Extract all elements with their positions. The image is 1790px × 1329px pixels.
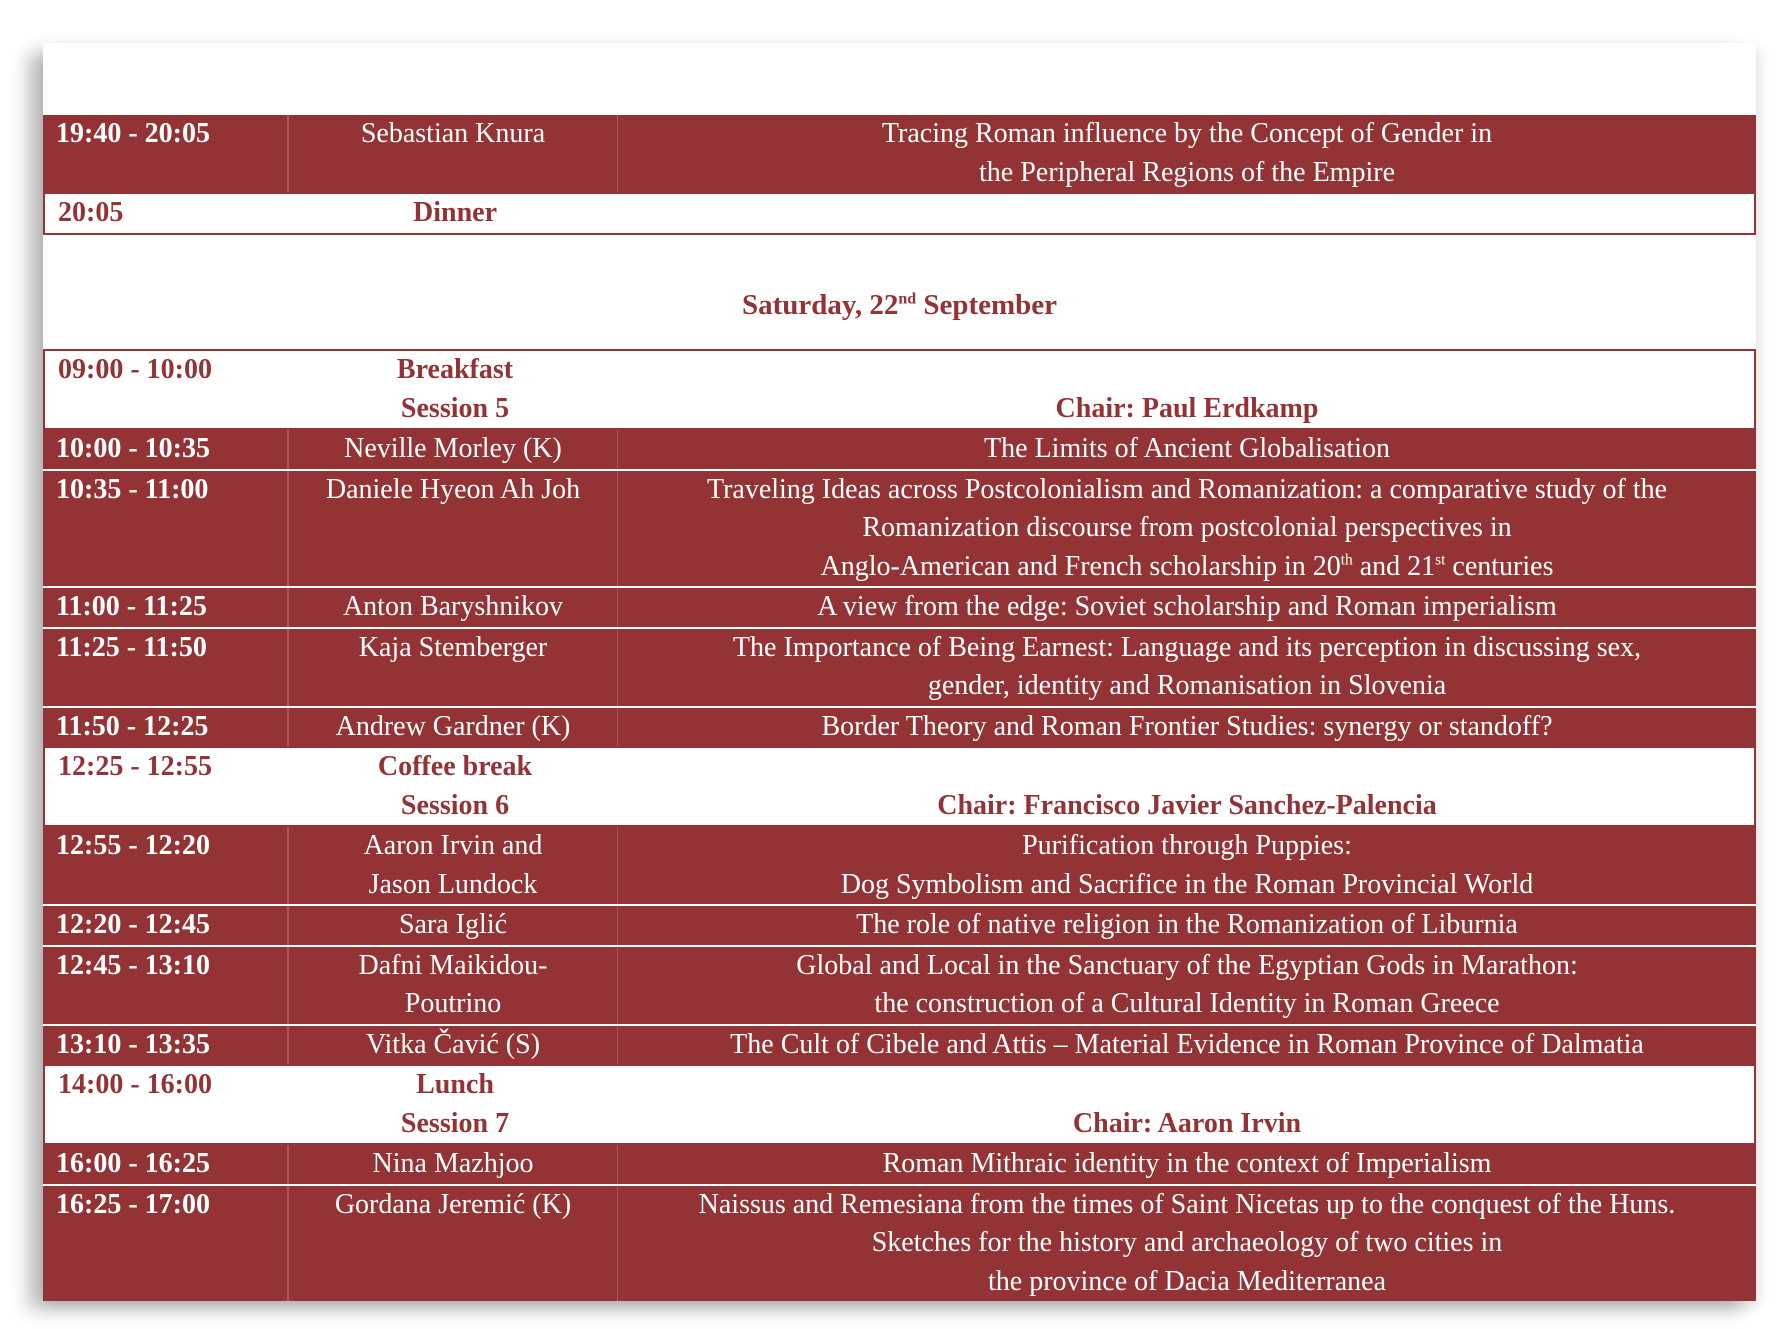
speaker-cell xyxy=(290,194,620,233)
speaker-cell xyxy=(288,1026,618,1065)
title-line: Tracing Roman influence by the Concept of Gender in xyxy=(881,118,1493,149)
time-cell: 12:45 - 13:10 xyxy=(43,947,288,1024)
speaker-line: Anton Baryshnikov xyxy=(342,591,564,622)
title-line: Traveling Ideas across Postcolonialism and Romanization: a comparative study of the xyxy=(706,473,1668,505)
time-cell: 19:40 - 20:05 xyxy=(43,115,288,192)
speaker-line: Poutrino xyxy=(404,988,502,1019)
title-line: Sketches for the history and archaeology of two cities in xyxy=(871,1227,1503,1258)
time-cell: 12:55 - 12:20 xyxy=(43,827,288,904)
title-cell xyxy=(618,947,1756,1024)
time-cell: 12:25 - 12:55 xyxy=(58,751,212,782)
speaker-line: Andrew Gardner (K) xyxy=(335,710,571,742)
speaker-line: Gordana Jeremić (K) xyxy=(334,1188,572,1220)
time-cell: 16:25 - 17:00 xyxy=(43,1186,288,1302)
speaker-line: Session 6 xyxy=(400,789,510,821)
title-line: Romanization discourse from postcolonial perspectives in xyxy=(862,512,1512,543)
speaker-line: Vitka Čavić (S) xyxy=(365,1028,541,1060)
speaker-line: Kaja Stemberger xyxy=(358,631,548,663)
speaker-line: Sebastian Knura xyxy=(360,118,546,149)
talk-row xyxy=(43,706,1756,747)
title-cell xyxy=(620,748,1754,825)
speaker-cell xyxy=(288,115,618,192)
title-cell xyxy=(618,115,1756,192)
break-row xyxy=(43,746,1756,827)
speaker-line: Session 5 xyxy=(400,392,510,424)
time-cell: 13:10 - 13:35 xyxy=(43,1026,288,1065)
speaker-cell xyxy=(290,1066,620,1143)
title-line: The Limits of Ancient Globalisation xyxy=(984,433,1390,464)
title-line xyxy=(630,351,1744,390)
title-cell xyxy=(618,588,1756,627)
talk-row xyxy=(43,627,1756,706)
speaker-line: Neville Morley (K) xyxy=(344,433,562,464)
speaker-cell xyxy=(288,629,618,706)
title-cell xyxy=(620,1066,1754,1143)
title-line: Purification through Puppies: xyxy=(1022,830,1352,861)
title-text: centuries xyxy=(1445,550,1554,582)
speaker-line: Daniele Hyeon Ah Joh xyxy=(325,473,581,505)
speaker-line: Coffee break xyxy=(377,751,533,782)
title-line: the Peripheral Regions of the Empire xyxy=(979,156,1395,188)
title-text: and 21 xyxy=(1352,550,1436,582)
day-heading-ordinal: nd xyxy=(898,290,917,308)
title-cell xyxy=(618,629,1756,706)
title-line: Naissus and Remesiana from the times of Saint Nicetas up to the conquest of the Huns. xyxy=(698,1188,1676,1220)
time-cell: 16:00 - 16:25 xyxy=(43,1145,288,1184)
time-cell: 11:00 - 11:25 xyxy=(43,588,288,627)
speaker-line: Nina Mazhjoo xyxy=(372,1148,534,1179)
break-row xyxy=(43,349,1756,430)
time-cell: 14:00 - 16:00 xyxy=(58,1069,212,1100)
title-line: the province of Dacia Mediterranea xyxy=(987,1265,1386,1297)
saturday-schedule xyxy=(43,349,1756,1301)
title-line: the construction of a Cultural Identity in Roman Greece xyxy=(874,988,1500,1019)
speaker-cell xyxy=(288,1145,618,1184)
time-cell: 20:05 xyxy=(58,197,124,228)
talk-row xyxy=(43,827,1756,904)
title-cell xyxy=(618,1026,1756,1065)
talk-row xyxy=(43,904,1756,945)
speaker-cell xyxy=(288,430,618,469)
title-line: A view from the edge: Soviet scholarship and Roman imperialism xyxy=(817,591,1557,622)
speaker-cell xyxy=(290,351,620,428)
speaker-line: Breakfast xyxy=(396,354,514,385)
title-line: Dog Symbolism and Sacrifice in the Roman Provincial World xyxy=(840,868,1534,900)
title-line: The Cult of Cibele and Attis – Material Evidence in Roman Province of Dalmatia xyxy=(730,1028,1644,1060)
title-cell xyxy=(618,1145,1756,1184)
title-line xyxy=(628,548,1746,587)
title-cell xyxy=(618,708,1756,747)
speaker-line: Aaron Irvin and xyxy=(363,830,543,861)
speaker-cell xyxy=(288,471,618,587)
speaker-cell xyxy=(288,588,618,627)
title-ordinal: st xyxy=(1435,551,1446,569)
speaker-cell xyxy=(288,827,618,904)
title-cell xyxy=(618,827,1756,904)
title-line: The Importance of Being Earnest: Language and its perception in discussing sex, xyxy=(732,631,1642,663)
title-line: Chair: Paul Erdkamp xyxy=(1055,392,1319,424)
speaker-line: Dafni Maikidou- xyxy=(358,949,548,981)
title-cell xyxy=(618,471,1756,587)
talk-row xyxy=(43,586,1756,627)
talk-row xyxy=(43,1024,1756,1065)
evening-schedule xyxy=(43,115,1756,235)
title-line xyxy=(630,748,1744,787)
title-line xyxy=(630,1066,1744,1105)
title-line: Border Theory and Roman Frontier Studies: synergy or standoff? xyxy=(821,710,1553,742)
speaker-cell xyxy=(288,906,618,945)
speaker-line: Dinner xyxy=(413,197,497,228)
time-cell: 11:25 - 11:50 xyxy=(43,629,288,706)
day-heading-prefix: Saturday, 22 xyxy=(742,289,899,321)
speaker-line: Session 7 xyxy=(400,1107,510,1139)
title-cell xyxy=(620,351,1754,428)
title-line: gender, identity and Romanisation in Slovenia xyxy=(927,670,1447,701)
talk-row xyxy=(43,945,1756,1024)
speaker-line: Lunch xyxy=(416,1069,494,1100)
program-sheet xyxy=(43,43,1756,1299)
title-line: Global and Local in the Sanctuary of the Egyptian Gods in Marathon: xyxy=(796,949,1578,981)
talk-row xyxy=(43,430,1756,469)
time-cell: 09:00 - 10:00 xyxy=(58,354,212,385)
talk-row xyxy=(43,469,1756,587)
time-cell: 11:50 - 12:25 xyxy=(43,708,288,747)
title-cell xyxy=(620,194,1754,233)
title-line: Chair: Francisco Javier Sanchez-Palencia xyxy=(937,789,1437,821)
talk-row xyxy=(43,115,1756,192)
evening-rows xyxy=(43,115,1756,235)
day-heading xyxy=(43,280,1756,330)
title-text: Anglo-American and French scholarship in 20 xyxy=(820,550,1341,582)
speaker-line: Sara Iglić xyxy=(398,909,508,940)
saturday-rows xyxy=(43,349,1756,1301)
title-cell xyxy=(618,906,1756,945)
talk-row xyxy=(43,1184,1756,1302)
title-cell xyxy=(618,430,1756,469)
time-cell: 12:20 - 12:45 xyxy=(43,906,288,945)
break-row xyxy=(43,192,1756,235)
speaker-cell xyxy=(290,748,620,825)
title-line: Chair: Aaron Irvin xyxy=(1072,1107,1302,1139)
title-line: The role of native religion in the Romanization of Liburnia xyxy=(856,909,1518,940)
title-line: Roman Mithraic identity in the context of Imperialism xyxy=(882,1148,1492,1179)
speaker-cell xyxy=(288,708,618,747)
break-row xyxy=(43,1064,1756,1145)
talk-row xyxy=(43,1145,1756,1184)
time-cell: 10:00 - 10:35 xyxy=(43,430,288,469)
day-heading-suffix: September xyxy=(916,289,1057,321)
speaker-cell xyxy=(288,947,618,1024)
title-ordinal: th xyxy=(1340,551,1353,569)
speaker-line: Jason Lundock xyxy=(368,868,538,900)
title-cell xyxy=(618,1186,1756,1302)
speaker-cell xyxy=(288,1186,618,1302)
time-cell: 10:35 - 11:00 xyxy=(43,471,288,587)
